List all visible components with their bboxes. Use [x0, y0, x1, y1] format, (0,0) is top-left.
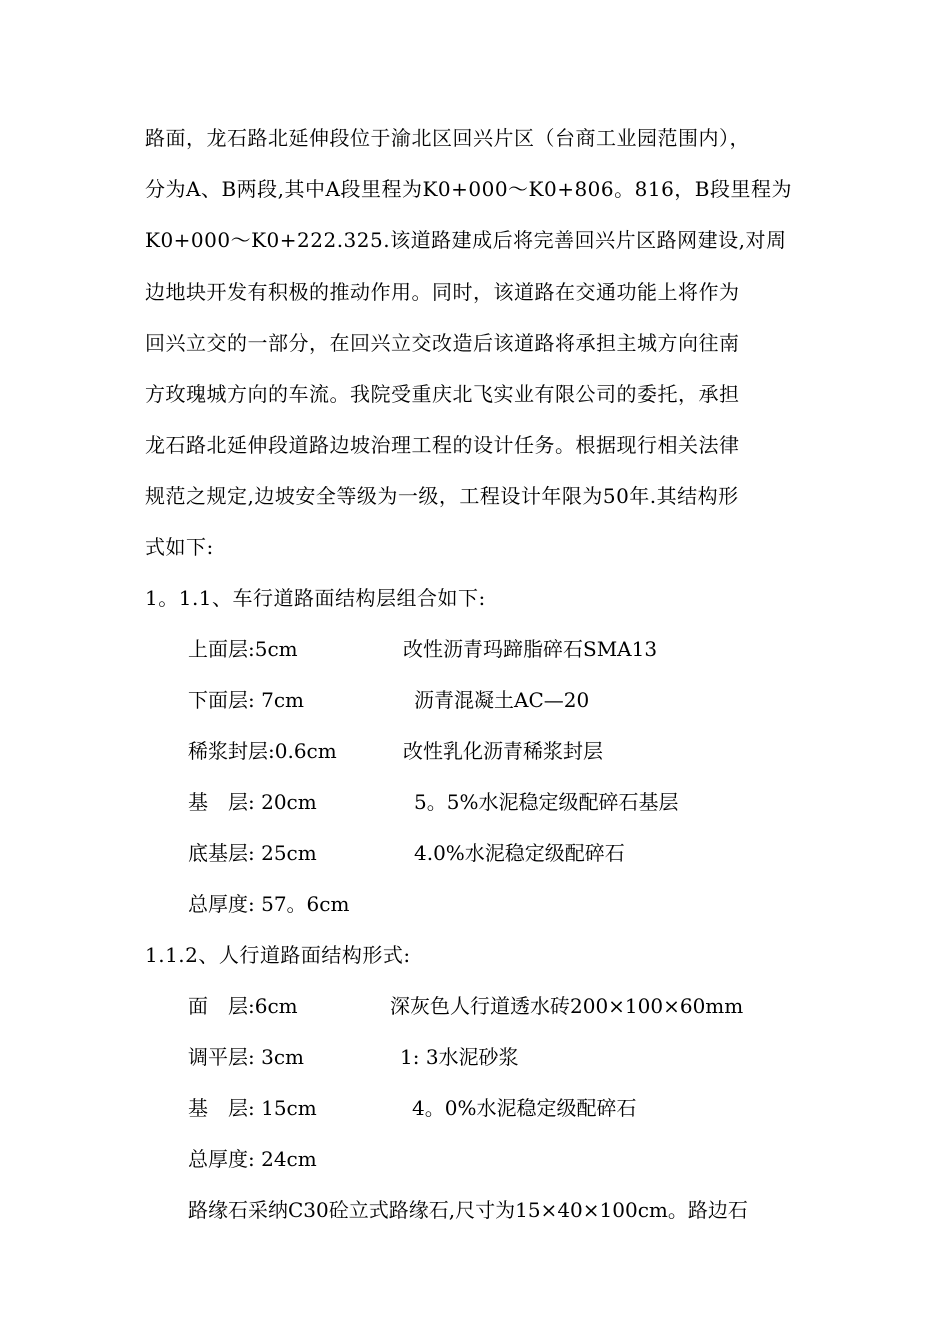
closing-line: 路缘石采纳C30砼立式路缘石,尺寸为15×40×100cm。路边石 [188, 1198, 748, 1222]
layer-label: 底基层: 25cm [188, 841, 317, 865]
intro-line-8: 规范之规定,边坡安全等级为一级，工程设计年限为50年.其结构形 [145, 484, 739, 508]
total-thickness: 总厚度: 24cm [188, 1147, 317, 1171]
total-thickness: 总厚度: 57。6cm [188, 892, 350, 916]
layer-description: 4.0%水泥稳定级配碎石 [414, 841, 625, 865]
section1-heading: 1。1.1、车行道路面结构层组合如下: [145, 586, 486, 610]
intro-line-9: 式如下: [145, 535, 214, 559]
layer-description: 改性沥青玛蹄脂碎石SMA13 [403, 637, 658, 661]
intro-line-5: 回兴立交的一部分，在回兴立交改造后该道路将承担主城方向往南 [145, 331, 740, 355]
intro-line-7: 龙石路北延伸段道路边坡治理工程的设计任务。根据现行相关法律 [145, 433, 740, 457]
intro-line-1: 路面，龙石路北延伸段位于渝北区回兴片区（台商工业园范围内）， [145, 126, 750, 150]
layer-label: 下面层: 7cm [188, 688, 304, 712]
layer-label: 上面层:5cm [188, 637, 298, 661]
layer-description: 改性乳化沥青稀浆封层 [403, 739, 603, 763]
section2-heading: 1.1.2、人行道路面结构形式: [145, 943, 411, 967]
intro-line-4: 边地块开发有积极的推动作用。同时，该道路在交通功能上将作为 [145, 280, 740, 304]
intro-line-2: 分为A、B两段,其中A段里程为K0+000～K0+806。816，B段里程为 [145, 177, 793, 201]
layer-label: 调平层: 3cm [188, 1045, 304, 1069]
intro-line-6: 方玫瑰城方向的车流。我院受重庆北飞实业有限公司的委托，承担 [145, 382, 740, 406]
layer-description: 4。0%水泥稳定级配碎石 [412, 1096, 637, 1120]
layer-label: 基 层: 15cm [188, 1096, 317, 1120]
layer-description: 深灰色人行道透水砖200×100×60mm [390, 994, 744, 1018]
layer-label: 面 层:6cm [188, 994, 298, 1018]
layer-label: 稀浆封层:0.6cm [188, 739, 337, 763]
layer-description: 1: 3水泥砂浆 [400, 1045, 519, 1069]
layer-description: 5。5%水泥稳定级配碎石基层 [414, 790, 679, 814]
layer-description: 沥青混凝土AC—20 [414, 688, 590, 712]
intro-line-3: K0+000～K0+222.325.该道路建成后将完善回兴片区路网建设,对周 [145, 228, 787, 252]
layer-label: 基 层: 20cm [188, 790, 317, 814]
